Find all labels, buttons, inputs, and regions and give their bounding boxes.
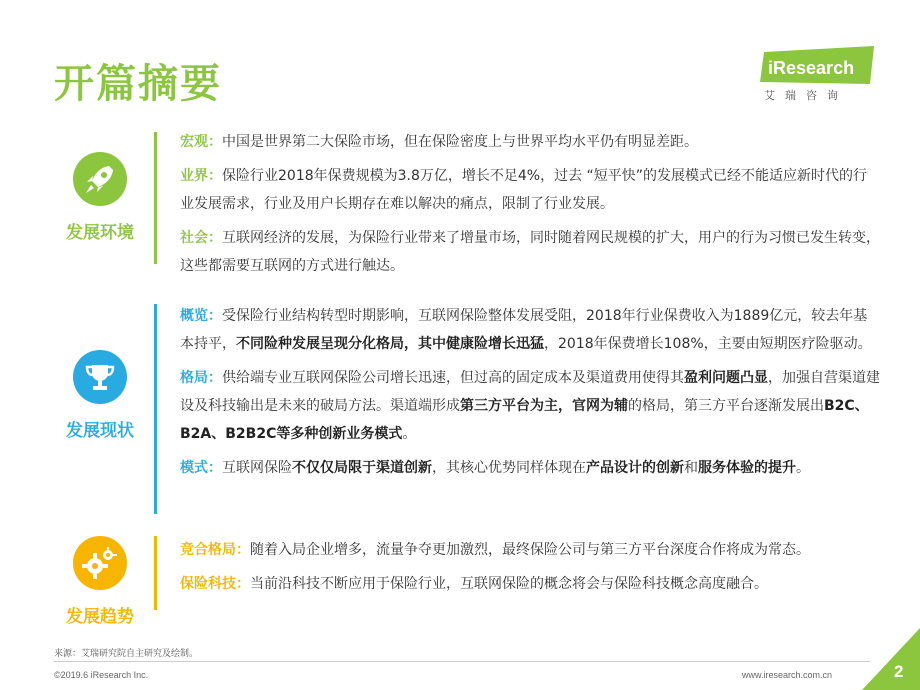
section-content bbox=[180, 128, 880, 286]
section-divider bbox=[154, 132, 157, 264]
corner-decoration bbox=[862, 628, 920, 690]
section-label: 发展现状 bbox=[66, 421, 134, 441]
source-note: 来源：艾瑞研究院自主研究及绘制。 bbox=[54, 649, 199, 659]
section-icon-group bbox=[40, 536, 160, 627]
page-title: 开篇摘要 bbox=[54, 61, 222, 107]
list-item: 概览：受保险行业结构转型时期影响，互联网保险整体发展受阻，2018年行业保费收入为1889亿元，较去年基本持平，不同险种发展呈现分化格局，其中健康险增长迅猛，2018年保费增长108%，主要由短期医疗险驱动。 bbox=[180, 308, 872, 352]
section-icon-group bbox=[40, 152, 160, 243]
list-item: 竞合格局：随着入局企业增多，流量争夺更加激烈，最终保险公司与第三方平台深度合作将成为常态。 bbox=[180, 542, 810, 558]
list-item: 社会：互联网经济的发展，为保险行业带来了增量市场，同时随着网民规模的扩大，用户的行为习惯已发生转变，这些都需要互联网的方式进行触达。 bbox=[180, 230, 880, 274]
list-item: 业界：保险行业2018年保费规模为3.8万亿，增长不足4%，过去 “短平快”的发展模式已经不能适应新时代的行业发展需求，行业及用户长期存在难以解决的痛点，限制了行业发展。 bbox=[180, 168, 868, 212]
section-development-environment bbox=[40, 128, 880, 274]
logo-subtitle: 艾瑞咨询 bbox=[764, 89, 848, 102]
list-item: 保险科技：当前沿科技不断应用于保险行业，互联网保险的概念将会与保险科技概念高度融合。 bbox=[180, 576, 768, 592]
page-number: 2 bbox=[894, 662, 904, 681]
section-divider bbox=[154, 304, 157, 514]
section-icon-group bbox=[40, 350, 160, 441]
list-item: 模式：互联网保险不仅仅局限于渠道创新，其核心优势同样体现在产品设计的创新和服务体验的提升。 bbox=[180, 460, 810, 476]
section-development-status bbox=[40, 302, 880, 518]
section-content bbox=[180, 302, 880, 488]
footer-divider bbox=[54, 661, 870, 662]
section-divider bbox=[154, 536, 157, 610]
gears-icon bbox=[73, 536, 127, 590]
copyright-text: ©2019.6 iResearch Inc. bbox=[54, 670, 149, 680]
trophy-icon bbox=[73, 350, 127, 404]
list-item: 格局：供给端专业互联网保险公司增长迅速，但过高的固定成本及渠道费用使得其盈利问题凸显，加强自营渠道建设及科技输出是未来的破局方法。渠道端形成第三方平台为主，官网为辅的格局，第三方平台逐渐发展出B2C、B2A、B2B2C等多种创新业务模式。 bbox=[180, 370, 880, 442]
section-development-trend bbox=[40, 536, 880, 627]
section-content bbox=[180, 536, 880, 604]
iresearch-logo bbox=[760, 46, 878, 104]
list-item: 宏观：中国是世界第二大保险市场，但在保险密度上与世界平均水平仍有明显差距。 bbox=[180, 134, 698, 150]
section-label: 发展趋势 bbox=[66, 607, 134, 627]
logo-brand-text: iResearch bbox=[768, 58, 855, 78]
website-link[interactable]: www.iresearch.com.cn bbox=[742, 670, 833, 680]
rocket-icon bbox=[73, 152, 127, 206]
section-label: 发展环境 bbox=[66, 223, 134, 243]
